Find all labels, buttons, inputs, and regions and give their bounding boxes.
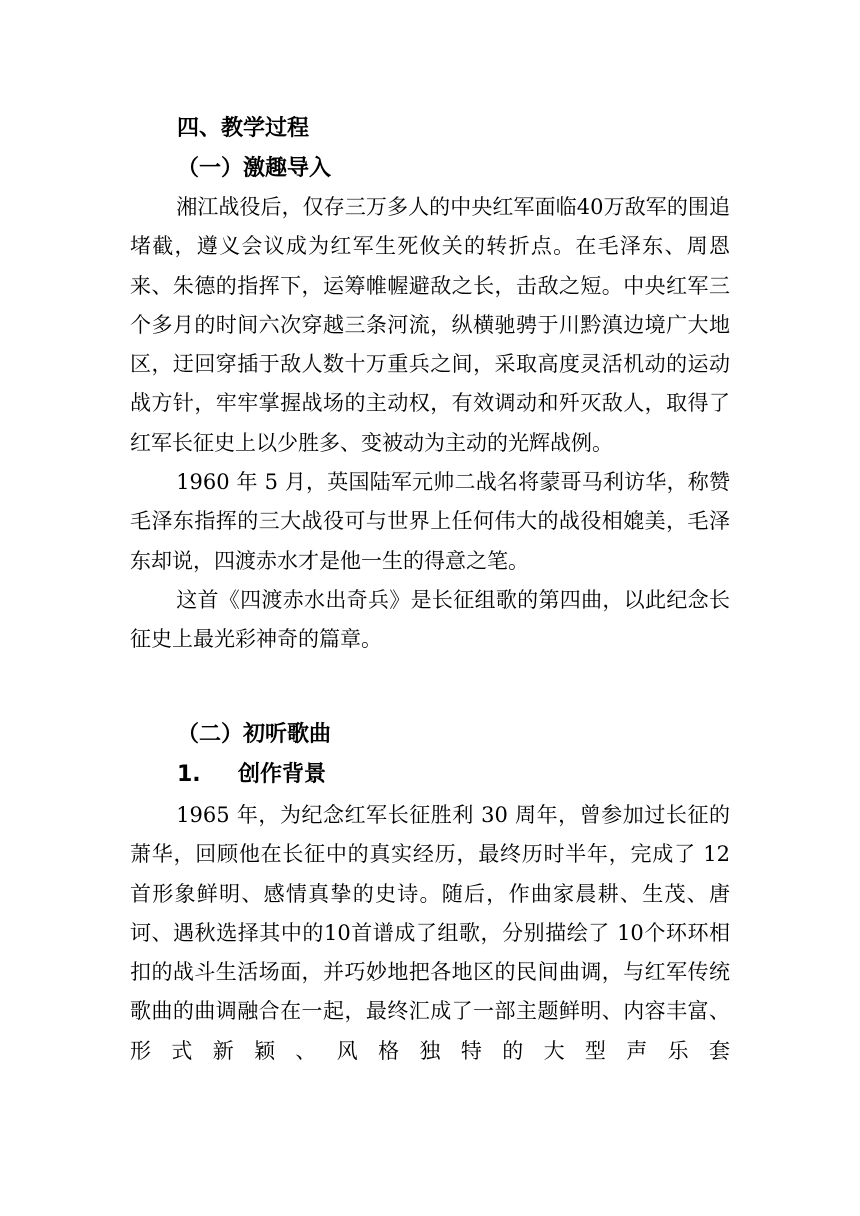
section-title: 四、教学过程: [177, 116, 310, 141]
subheading-text: 创作背景: [238, 762, 327, 787]
part2-paragraph-1: 1965 年，为纪念红军长征胜利 30 周年，曾参加过长征的萧华，回顾他在长征中的真实经历，最终历时半年，完成了 12 首形象鲜明、感情真挚的史诗。随后，作曲家晨耕、生茂、唐诃、遇秋选择其中的10首谱成了组歌，分别描绘了 10个环环相扣的战斗生活场面，并巧妙地把各地区的民间曲调，与红军传统歌曲的曲调融合在一起，最终汇成了一部主题鲜明、内容丰富、形式新颖、风格独特的大型声乐套: [130, 803, 730, 1063]
part1-heading: （一）激趣导入: [177, 156, 332, 181]
subheading-number: 1.: [177, 762, 201, 787]
part1-paragraph-2: 1960 年 5 月，英国陆军元帅二战名将蒙哥马利访华，称赞毛泽东指挥的三大战役可与世界上任何伟大的战役相媲美，毛泽东却说，四渡赤水才是他一生的得意之笔。: [130, 470, 730, 573]
part1-paragraph-3: 这首《四渡赤水出奇兵》是长征组歌的第四曲，以此纪念长征史上最光彩神奇的篇章。: [130, 587, 730, 652]
part2-body: [130, 796, 730, 1071]
part2-heading: （二）初听歌曲: [177, 722, 332, 747]
subheading: [177, 756, 326, 794]
part1-body: [130, 188, 730, 660]
part1-paragraph-1: 湘江战役后，仅存三万多人的中央红军面临40万敌军的围追堵截，遵义会议成为红军生死攸关的转折点。在毛泽东、周恩来、朱德的指挥下，运筹帷幄避敌之长，击敌之短。中央红军三个多月的时间六次穿越三条河流，纵横驰骋于川黔滇边境广大地区，迂回穿插于敌人数十万重兵之间，采取高度灵活机动的运动战方针，牢牢掌握战场的主动权，有效调动和歼灭敌人，取得了红军长征史上以少胜多、变被动为主动的光辉战例。: [130, 195, 730, 455]
